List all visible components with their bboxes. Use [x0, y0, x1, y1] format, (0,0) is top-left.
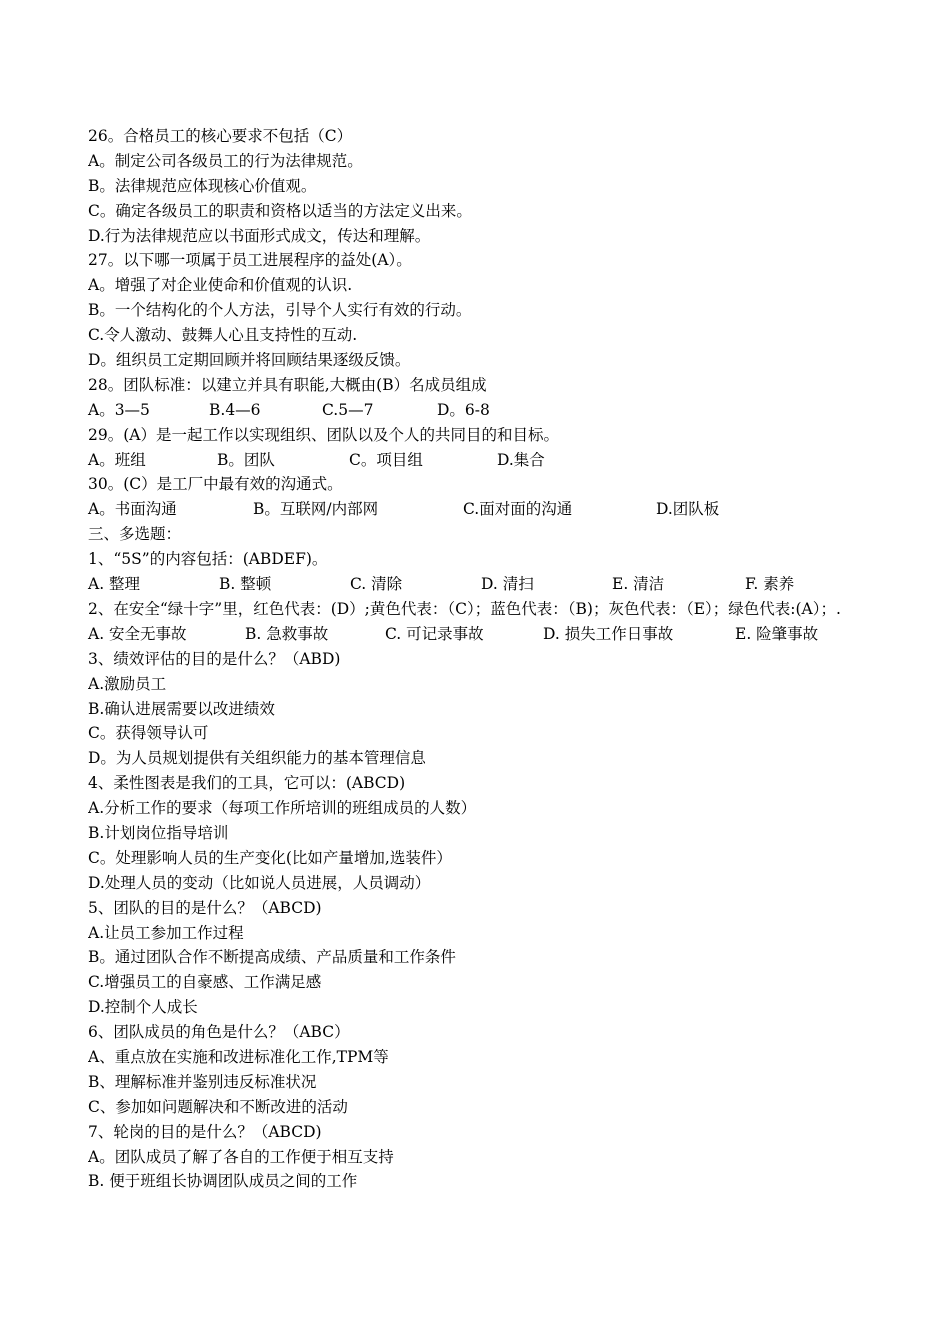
option-line: A。制定公司各级员工的行为法律规范。	[88, 151, 363, 170]
option-line: C.增强员工的自豪感、工作满足感	[88, 973, 322, 992]
option: C。项目组	[349, 450, 423, 469]
option-line: A。增强了对企业使命和价值观的认识.	[88, 276, 353, 295]
multi-question-6: 6、团队成员的角色是什么？（ABC）	[88, 1023, 350, 1042]
question-27: 27。以下哪一项属于员工进展程序的益处(A）。	[88, 251, 412, 270]
option: A. 安全无事故	[88, 624, 187, 643]
option-line: B。一个结构化的个人方法，引导个人实行有效的行动。	[88, 301, 472, 320]
multi-question-3: 3、绩效评估的目的是什么？（ABD)	[88, 649, 341, 668]
option-line: D.行为法律规范应以书面形式成文，传达和理解。	[88, 226, 431, 245]
options-row-28	[88, 398, 888, 423]
option-line: D.处理人员的变动（比如说人员进展，人员调动）	[88, 873, 431, 892]
option: A。3—5	[88, 400, 150, 419]
document-page	[88, 124, 888, 1194]
multi-question-4: 4、柔性图表是我们的工具，它可以：(ABCD)	[88, 774, 406, 793]
option-line: B。法律规范应体现核心价值观。	[88, 176, 317, 195]
option-line: B.确认进展需要以改进绩效	[88, 699, 275, 718]
option-line: A.分析工作的要求（每项工作所培训的班组成员的人数）	[88, 799, 477, 818]
question-26: 26。合格员工的核心要求不包括（C）	[88, 127, 353, 145]
option: C. 清除	[350, 575, 403, 594]
multi-question-7: 7、轮岗的目的是什么？（ABCD)	[88, 1122, 322, 1141]
option-line: A.让员工参加工作过程	[88, 923, 244, 942]
options-row-m2	[88, 622, 888, 647]
options-row-30	[88, 497, 888, 522]
option-line: B、理解标准并鉴别违反标准状况	[88, 1072, 317, 1091]
multi-question-2: 2、在安全“绿十字”里，红色代表：(D）;黄色代表：（C）；蓝色代表：（B)；灰色代表：（E）；绿色代表:(A）；.	[88, 599, 841, 618]
option-line: B. 便于班组长协调团队成员之间的工作	[88, 1172, 358, 1191]
option-line: A.激励员工	[88, 674, 167, 693]
option: D.集合	[497, 450, 545, 469]
option-line: C。获得领导认可	[88, 724, 209, 743]
options-row-m1	[88, 572, 888, 597]
option-line: C。确定各级员工的职责和资格以适当的方法定义出来。	[88, 201, 472, 220]
question-30: 30。(C）是工厂中最有效的沟通式。	[88, 475, 343, 494]
option: D. 清扫	[481, 575, 534, 594]
option-line: A、重点放在实施和改进标准化工作,TPM等	[88, 1047, 389, 1066]
options-row-29	[88, 448, 888, 473]
option: D.团队板	[656, 500, 720, 519]
option-line: D.控制个人成长	[88, 998, 198, 1017]
question-29: 29。(A）是一起工作以实现组织、团队以及个人的共同目的和目标。	[88, 425, 559, 444]
option: C.面对面的沟通	[463, 500, 573, 519]
option: B. 急救事故	[245, 624, 329, 643]
option: F. 素养	[745, 575, 795, 594]
option-line: B.计划岗位指导培训	[88, 823, 229, 842]
option: E. 险肇事故	[735, 624, 819, 643]
option: B.4—6	[209, 400, 261, 419]
option-line: D。组织员工定期回顾并将回顾结果逐级反馈。	[88, 351, 411, 370]
option: B。互联网/内部网	[253, 500, 379, 519]
option: B. 整顿	[219, 575, 272, 594]
multi-question-5: 5、团队的目的是什么？（ABCD)	[88, 898, 322, 917]
option: D。6-8	[437, 400, 490, 419]
multi-question-1: 1、“5S”的内容包括：(ABDEF)。	[88, 550, 328, 569]
option-line: D。为人员规划提供有关组织能力的基本管理信息	[88, 749, 426, 768]
option: D. 损失工作日事故	[543, 624, 674, 643]
option-line: A。团队成员了解了各自的工作便于相互支持	[88, 1147, 394, 1166]
option-line: B。通过团队合作不断提高成绩、产品质量和工作条件	[88, 948, 456, 967]
option: C. 可记录事故	[385, 624, 484, 643]
option: A。班组	[88, 450, 146, 469]
option: C.5—7	[322, 400, 374, 419]
option: B。团队	[217, 450, 275, 469]
option-line: C。处理影响人员的生产变化(比如产量增加,选装件）	[88, 848, 452, 867]
option: E. 清洁	[612, 575, 665, 594]
option: A. 整理	[88, 575, 141, 594]
option: A。书面沟通	[88, 500, 177, 519]
question-28: 28。团队标准：以建立并具有职能,大概由(B）名成员组成	[88, 375, 487, 394]
section-heading: 三、多选题：	[88, 525, 182, 544]
option-line: C、参加如问题解决和不断改进的活动	[88, 1097, 348, 1116]
option-line: C.令人激动、鼓舞人心且支持性的互动.	[88, 326, 358, 345]
